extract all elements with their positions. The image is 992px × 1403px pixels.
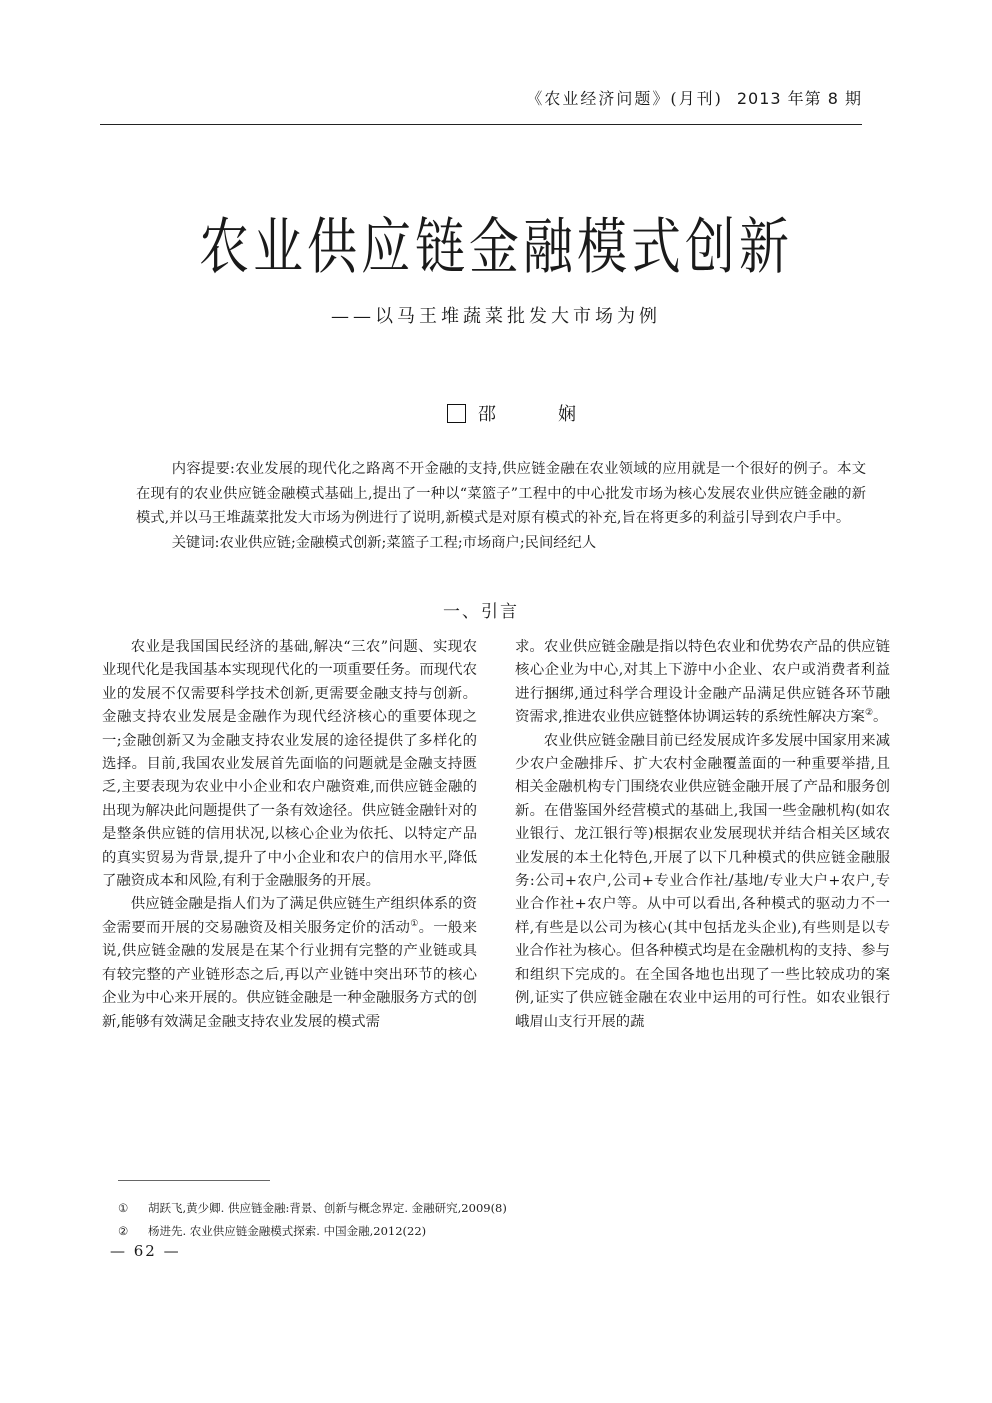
footnote-text: 胡跃飞,黄少卿. 供应链金融:背景、创新与概念界定. 金融研究,2009(8)	[148, 1201, 507, 1215]
footnote	[118, 1220, 818, 1243]
footnote-rule	[118, 1180, 270, 1181]
issue-number: 2013 年第 8 期	[736, 89, 862, 108]
footnote	[118, 1197, 818, 1220]
article-subtitle: ——以马王堆蔬菜批发大市场为例	[331, 306, 661, 327]
page-number: — 62 —	[110, 1242, 181, 1260]
footnote-marker: ②	[118, 1224, 129, 1238]
footnote-ref: ②	[864, 708, 874, 719]
author-name: 邵 娴	[478, 404, 598, 425]
abstract-text: 内容提要:农业发展的现代化之路离不开金融的支持,供应链金融在农业领域的应用就是一个很好的例子。本文在现有的农业供应链金融模式基础上,提出了一种以“菜篮子”工程中的中心批发市场为核心发展农业供应链金融的新模式,并以马王堆蔬菜批发大市场为例进行了说明,新模式是对原有模式的补充,旨在将更多的利益引导到农户手中。	[136, 461, 866, 526]
keywords: 关键词:农业供应链;金融模式创新;菜篮子工程;市场商户;民间经纪人	[171, 534, 597, 551]
paragraph: 农业供应链金融目前已经发展成许多发展中国家用来减少农户金融排斥、扩大农村金融覆盖面的一种重要举措,且相关金融机构专门围绕农业供应链金融开展了产品和服务创新。在借鉴国外经营模式的基础上,我国一些金融机构(如农业银行、龙江银行等)根据农业发展现状并结合相关区域农业发展的本土化特色,开展了以下几种模式的供应链金融服务:公司+农户,公司+专业合作社/基地/专业大户+农户,专业合作社+农户等。从中可以看出,各种模式的驱动力不一样,有些是以公司为核心(其中包括龙头企业),有些则是以专业合作社为核心。但各种模式均是在金融机构的支持、参与和组织下完成的。在全国各地也出现了一些比较成功的案例,证实了供应链金融在农业中运用的可行性。如农业银行峨眉山支行开展的蔬	[515, 732, 890, 1030]
journal-name: 《农业经济问题》(月刊)	[526, 89, 723, 108]
abstract-block	[136, 457, 866, 555]
footnotes	[118, 1197, 818, 1243]
section-heading: 一、引言	[443, 602, 519, 622]
paragraph: 农业是我国国民经济的基础,解决“三农”问题、实现农业现代化是我国基本实现现代化的一项重要任务。而现代农业的发展不仅需要科学技术创新,更需要金融支持与创新。金融支持农业发展是金融作为现代经济核心的重要体现之一;金融创新又为金融支持农业发展的途径提供了多样化的选择。目前,我国农业发展首先面临的问题就是金融支持匮乏,主要表现为农业中小企业和农户融资难,而供应链金融的出现为解决此问题提供了一条有效途径。供应链金融针对的是整条供应链的信用状况,以核心企业为依托、以特定产品的真实贸易为背景,提升了中小企业和农户的信用水平,降低了融资成本和风险,有利于金融服务的开展。	[102, 639, 477, 890]
paragraph: 供应链金融是指人们为了满足供应链生产组织体系的资金需要而开展的交易融资及相关服务定价的活动①。一般来说,供应链金融的发展是在某个行业拥有完整的产业链或具有较完整的产业链形态之后,再以产业链中突出环节的核心企业为中心来开展的。供应链金融是一种金融服务方式的创新,能够有效满足金融支持农业发展的模式需	[102, 896, 477, 1030]
footnote-ref: ①	[410, 919, 419, 930]
author-box-icon	[447, 404, 466, 423]
footnote-marker: ①	[118, 1201, 129, 1215]
right-column	[515, 636, 890, 1034]
author-line	[447, 400, 598, 426]
footnote-text: 杨进先. 农业供应链金融模式探索. 中国金融,2012(22)	[148, 1224, 427, 1238]
paragraph: 求。农业供应链金融是指以特色农业和优势农产品的供应链核心企业为中心,对其上下游中小企业、农户或消费者利益进行捆绑,通过科学合理设计金融产品满足供应链各环节融资需求,推进农业供应链整体协调运转的系统性解决方案②。	[515, 639, 890, 726]
header-rule	[100, 124, 862, 125]
left-column	[102, 636, 477, 1034]
article-title: 农业供应链金融模式创新	[199, 211, 793, 283]
journal-header	[100, 86, 862, 109]
